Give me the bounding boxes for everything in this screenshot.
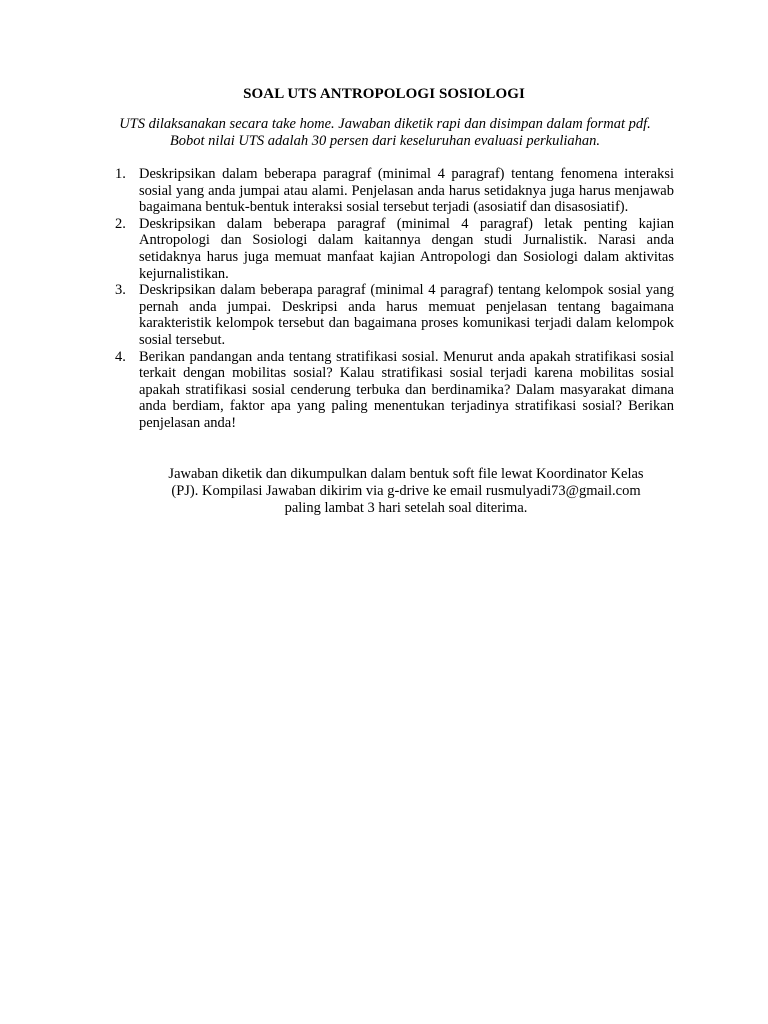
question-text: Berikan pandangan anda tentang stratifikasi sosial. Menurut anda apakah stratifikasi sosial terkait dengan mobilitas sosial? Kalau stratifikasi sosial terjadi karena mobilitas sosial apakah stratifikasi sosial cenderung terbuka dan berdinamika? Dalam masyarakat dimana anda berdiam, faktor apa yang paling menentukan terjadinya stratifikasi sosial? Berikan penjelasan anda! [139, 348, 674, 431]
question-item [0, 166, 674, 216]
submission-note [130, 466, 682, 517]
question-number: 4. [115, 348, 126, 365]
question-number: 2. [115, 215, 126, 232]
question-text: Deskripsikan dalam beberapa paragraf (minimal 4 paragraf) tentang kelompok sosial yang pernah anda jumpai. Deskripsi anda harus memuat penjelasan tentang bagaimana karakteristik kelompok tersebut dan bagaimana proses komunikasi terjadi dalam kelompok sosial tersebut. [139, 282, 674, 348]
question-item [0, 282, 674, 348]
subtitle-line: UTS dilaksanakan secara take home. Jawaban diketik rapi dan disimpan dalam format pdf. [119, 116, 651, 132]
question-text: Deskripsikan dalam beberapa paragraf (minimal 4 paragraf) letak penting kajian Antropologi dan Sosiologi dalam kaitannya dengan studi Jurnalistik. Narasi anda setidaknya harus juga memuat manfaat kajian Antropologi dan Sosiologi dalam aktivitas kejurnalistikan. [139, 215, 674, 282]
instructions-subtitle [80, 116, 690, 150]
footer-line: Jawaban diketik dan dikumpulkan dalam bentuk soft file lewat Koordinator Kelas [168, 466, 644, 482]
question-text: Deskripsikan dalam beberapa paragraf (minimal 4 paragraf) tentang fenomena interaksi sosial yang anda jumpai atau alami. Penjelasan anda harus setidaknya juga harus menjawab bagaimana bentuk-bentuk interaksi sosial tersebut terjadi (asosiatif dan disasosiatif). [139, 166, 674, 216]
document-title: SOAL UTS ANTROPOLOGI SOSIOLOGI [243, 86, 525, 102]
question-item [0, 216, 674, 282]
subtitle-line: Bobot nilai UTS adalah 30 persen dari keseluruhan evaluasi perkuliahan. [169, 133, 601, 149]
question-item [0, 349, 674, 432]
question-number: 1. [115, 166, 126, 182]
footer-line: paling lambat 3 hari setelah soal diterima. [284, 500, 528, 516]
question-list [0, 166, 768, 432]
footer-line: (PJ). Kompilasi Jawaban dikirim via g-drive ke email rusmulyadi73@gmail.com [171, 483, 641, 499]
question-number: 3. [115, 282, 126, 299]
